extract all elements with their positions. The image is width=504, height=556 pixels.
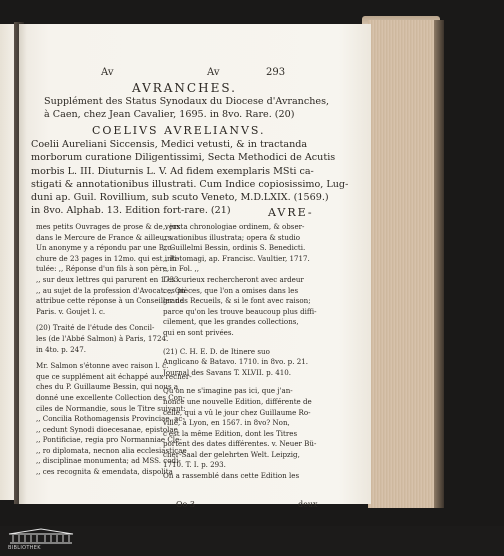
text-line: Journal des Savans T. XLVII. p. 410. (163, 367, 292, 377)
text-line: cilement, que les grandes collections, (163, 317, 299, 327)
text-line: ,, sur deux lettres qui parurent en 1733. (36, 274, 181, 284)
page-stack-shadow (434, 20, 444, 508)
text-line: Qu'on ne s'imagine pas ici, que j'an- (163, 386, 293, 396)
text-line: ,, juxta chronologiae ordinem, & obser- (163, 222, 305, 231)
text-line: ,, cedunt Synodi dioecesanae, epistolae (36, 424, 178, 434)
text-line: in 4to. p. 247. (36, 344, 86, 354)
text-line: c'est la même Edition, dont les Titres (163, 428, 298, 438)
text-line: morborum curatione Diligentissimi, Secta Methodici de Acutis (31, 152, 336, 164)
text-line: villé, à Lyon, en 1567. in 8vo? Non, (163, 418, 290, 428)
bottom-bar (0, 526, 504, 556)
text-line: ,, disciplinae monumenta; ad MSS. codi- (36, 456, 181, 466)
text-line: ches du P. Guillaume Bessin, qui nous a (36, 382, 179, 392)
section-title-coelius: COELIVS AVRELIANVS. (92, 124, 266, 137)
library-building-icon (8, 528, 74, 544)
page-number: 293 (266, 67, 286, 78)
text-line: ,, Rotomagi, ap. Francisc. Vaultier, 1717. (163, 253, 310, 263)
text-line: Anglicano & Batavo. 1710. in 8vo. p. 21. (163, 357, 308, 367)
signature-mark-center: Av (207, 67, 220, 78)
text-line: ,, in Fol. ,, (163, 264, 199, 274)
text-line: qui en sont privées. (163, 327, 234, 337)
text-line: morbis L. III. Diuturnis L. V. Ad fidem exemplaris MSti ca- (31, 165, 314, 177)
text-line: ,, Pontificiae, regia pro Normanniae Cle- (36, 435, 182, 445)
text-line: chure de 23 pages in 12mo. qui est inti- (36, 253, 180, 263)
text-line: celle, qui a vû le jour chez Guillaume Ro- (163, 407, 311, 417)
text-line: Mr. Salmon s'étonne avec raison l. c. (36, 361, 169, 371)
text-line: Supplément des Status Synodaux du Diocese d'Avranches, (44, 96, 330, 107)
section-title-avranches: AVRANCHES. (132, 81, 237, 95)
text-line: ,, ro diplomata, necnon alia ecclesiasticae (36, 445, 187, 455)
text-line: Les curieux rechercheront avec ardeur (163, 274, 304, 284)
text-line: ,, Concilia Rothomagensis Provinciae, ac- (36, 414, 185, 424)
logo-text: BIBLIOTHEK (8, 545, 41, 551)
text-line: ,, vationibus illustrata; opera & studio (163, 232, 301, 242)
text-line: mes petits Ouvrages de prose & de vers (36, 222, 181, 231)
text-line: ces pièces, que l'on a omises dans les (163, 285, 299, 295)
signature-mark-footer: Oo 3 (176, 500, 196, 509)
text-line: cher-Saal der gelehrten Welt. Leipzig, (163, 449, 300, 459)
signature-mark-left: Av (101, 67, 114, 78)
text-line: ,, ces recognita & emendata, dispolita (36, 467, 173, 477)
catchword-footer: deux (298, 500, 318, 509)
text-line: Paris. v. Goujet l. c. (36, 306, 106, 316)
text-line: ,, au sujet de la profession d'Avocat. ,, On (36, 285, 186, 295)
text-line: ,, Guillelmi Bessin, ordinis S. Benedicti. (163, 243, 306, 253)
text-line: à Caen, chez Jean Cavalier, 1695. in 8vo. Rare. (20) (44, 109, 295, 121)
text-line: ciles de Normandie, sous le Titre suivant: (36, 403, 186, 413)
text-line: grands Recueils, & si le font avec raison; (163, 296, 311, 306)
text-line: nonce une nouvelle Edition, différente de (163, 396, 312, 406)
text-line: Coelii Aureliani Siccensis, Medici vetusti, & in tractanda (31, 139, 308, 150)
text-line: portent des dates différentes. v. Neuer Bü- (163, 439, 317, 449)
text-line: stigati & annotationibus illustrati. Cum Indice copiosissimo, Lug- (31, 178, 349, 190)
text-line: duni ap. Guil. Rovillium, sub scuto Veneto, M.D.LXIX. (1569.) (31, 192, 329, 204)
text-line: Un anonyme y a répondu par une Bro- (36, 243, 174, 253)
text-line: tulée: ,, Réponse d'un fils à son père, (36, 264, 170, 274)
text-line (163, 339, 317, 347)
text-line: in 8vo. Alphab. 13. Edition fort-rare. (21) (31, 205, 231, 217)
catchword-top: AVRE- (268, 206, 314, 219)
section-avranches-text (44, 95, 329, 122)
page-stack-edges (368, 20, 438, 508)
text-line: 1710. T. I. p. 293. (163, 460, 226, 470)
text-line: parce qu'on les trouve beaucoup plus diffi- (163, 306, 317, 316)
text-line: que ce supplément ait échappé aux recher- (36, 371, 192, 381)
text-line (163, 378, 317, 386)
text-line: attribue cette réponse à un Conseiller de (36, 296, 184, 306)
text-line: les (de l'Abbé Salmon) à Paris, 1724. (36, 333, 169, 343)
text-line: (21) C. H. E. D. de Itinere suo (163, 346, 270, 356)
text-line: (20) Traité de l'étude des Concil- (36, 323, 155, 333)
text-line: dans le Mercure de France & ailleurs. (36, 232, 174, 242)
right-footnote-column (163, 222, 317, 482)
text-line: donné une excellente Collection des Con- (36, 392, 185, 402)
text-line: On a rassemblé dans cette Edition les (163, 471, 300, 481)
